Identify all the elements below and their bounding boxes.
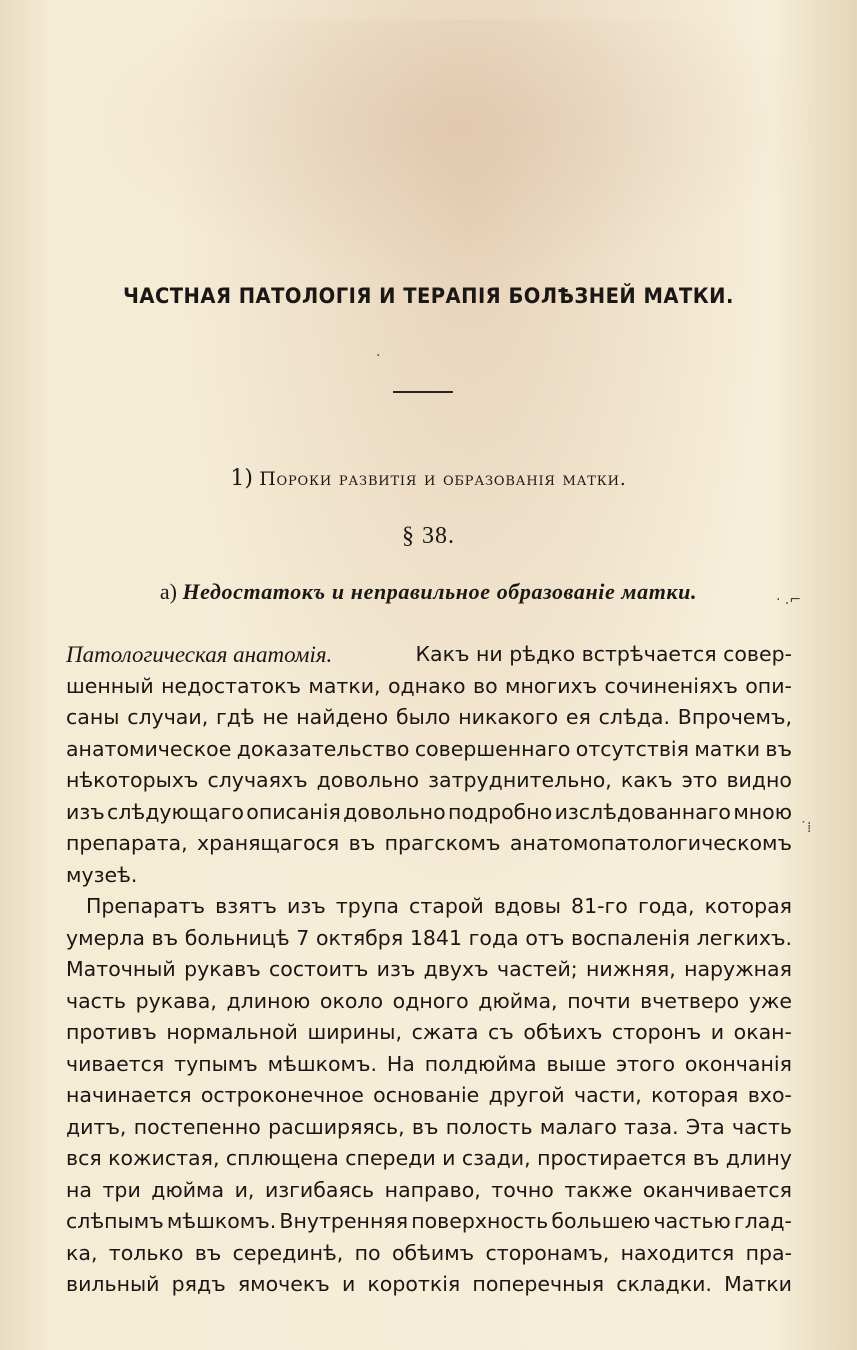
text-line: умерла въ больницѣ 7 октября 1841 года отъ воспаленія легкихъ. bbox=[66, 925, 792, 950]
body-text bbox=[66, 639, 792, 1301]
text-line: Маточный рукавъ состоитъ изъ двухъ частей; нижняя, наружная bbox=[66, 957, 792, 981]
text-line-rest: Какъ ни рѣдко встрѣчается совер- bbox=[415, 642, 792, 666]
text-line bbox=[66, 639, 792, 671]
text-line: препарата, хранящагося въ прагскомъ анатомопатологическомъ bbox=[66, 831, 792, 855]
text-line: шенный недостатокъ матки, однако во многихъ сочиненіяхъ опи- bbox=[66, 673, 792, 698]
chapter-title: ЧАСТНАЯ ПАТОЛОГІЯ И ТЕРАПІЯ БОЛѢЗНЕЙ МАТКИ. bbox=[123, 284, 734, 308]
text-line: чивается тупымъ мѣшкомъ. На полдюйма выше этого окончанія bbox=[66, 1051, 792, 1076]
text-line: нѣкоторыхъ случаяхъ довольно затруднительно, какъ это видно bbox=[66, 768, 792, 792]
text-line: ка, только въ серединѣ, по обѣимъ сторонамъ, находится пра- bbox=[66, 1240, 792, 1265]
text-line: на три дюйма и, изгибаясь направо, точно также оканчивается bbox=[66, 1177, 792, 1202]
text-line: вся кожистая, сплющена спереди и сзади, простирается въ длину bbox=[66, 1146, 792, 1170]
text-line: изъ слѣдующаго описанія довольно подробно изслѣдованнаго мною bbox=[66, 799, 792, 824]
section-number: 1) bbox=[230, 466, 253, 491]
section-heading bbox=[0, 466, 857, 491]
text-line: анатомическое доказательство совершеннаго отсутствія матки въ bbox=[66, 736, 792, 761]
text-line: дитъ, постепенно расширяясь, въ полость малаго таза. Эта часть bbox=[66, 1114, 792, 1139]
text-line: Препаратъ взятъ изъ трупа старой вдовы 81-го года, которая bbox=[86, 894, 792, 918]
text-line: часть рукава, длиною около одного дюйма, почти вчетверо уже bbox=[66, 988, 792, 1013]
subsection-heading bbox=[0, 579, 857, 605]
section-title: Пороки развитія и образованія матки. bbox=[259, 468, 627, 490]
text-line: вильный рядъ ямочекъ и короткія поперечныя складки. Матки bbox=[66, 1272, 792, 1296]
text-line: саны случаи, гдѣ не найдено было никакого ея слѣда. Впрочемъ, bbox=[66, 705, 792, 729]
lead-italic-phrase: Патологическая анатомія. bbox=[66, 642, 333, 667]
subsection-title: Недостатокъ и неправильное образованіе матки. bbox=[182, 579, 698, 604]
stray-mark: · .⌐ bbox=[776, 592, 802, 608]
subsection-letter: а) bbox=[159, 579, 177, 604]
text-line: слѣпымъ мѣшкомъ. Внутренняя поверхность большею частью глад- bbox=[66, 1209, 792, 1233]
paragraph-number: § 38. bbox=[402, 523, 455, 549]
text-line: начинается остроконечное основаніе другой части, которая вхо- bbox=[66, 1083, 792, 1107]
title-divider bbox=[393, 391, 453, 393]
text-line: противъ нормальной ширины, сжата съ обѣихъ сторонъ и окан- bbox=[66, 1020, 792, 1044]
ink-bleed-through bbox=[80, 20, 820, 280]
text-line: музеѣ. bbox=[66, 862, 138, 887]
stray-mark: ˙⁞ bbox=[800, 820, 812, 836]
stray-mark: · bbox=[376, 348, 381, 364]
